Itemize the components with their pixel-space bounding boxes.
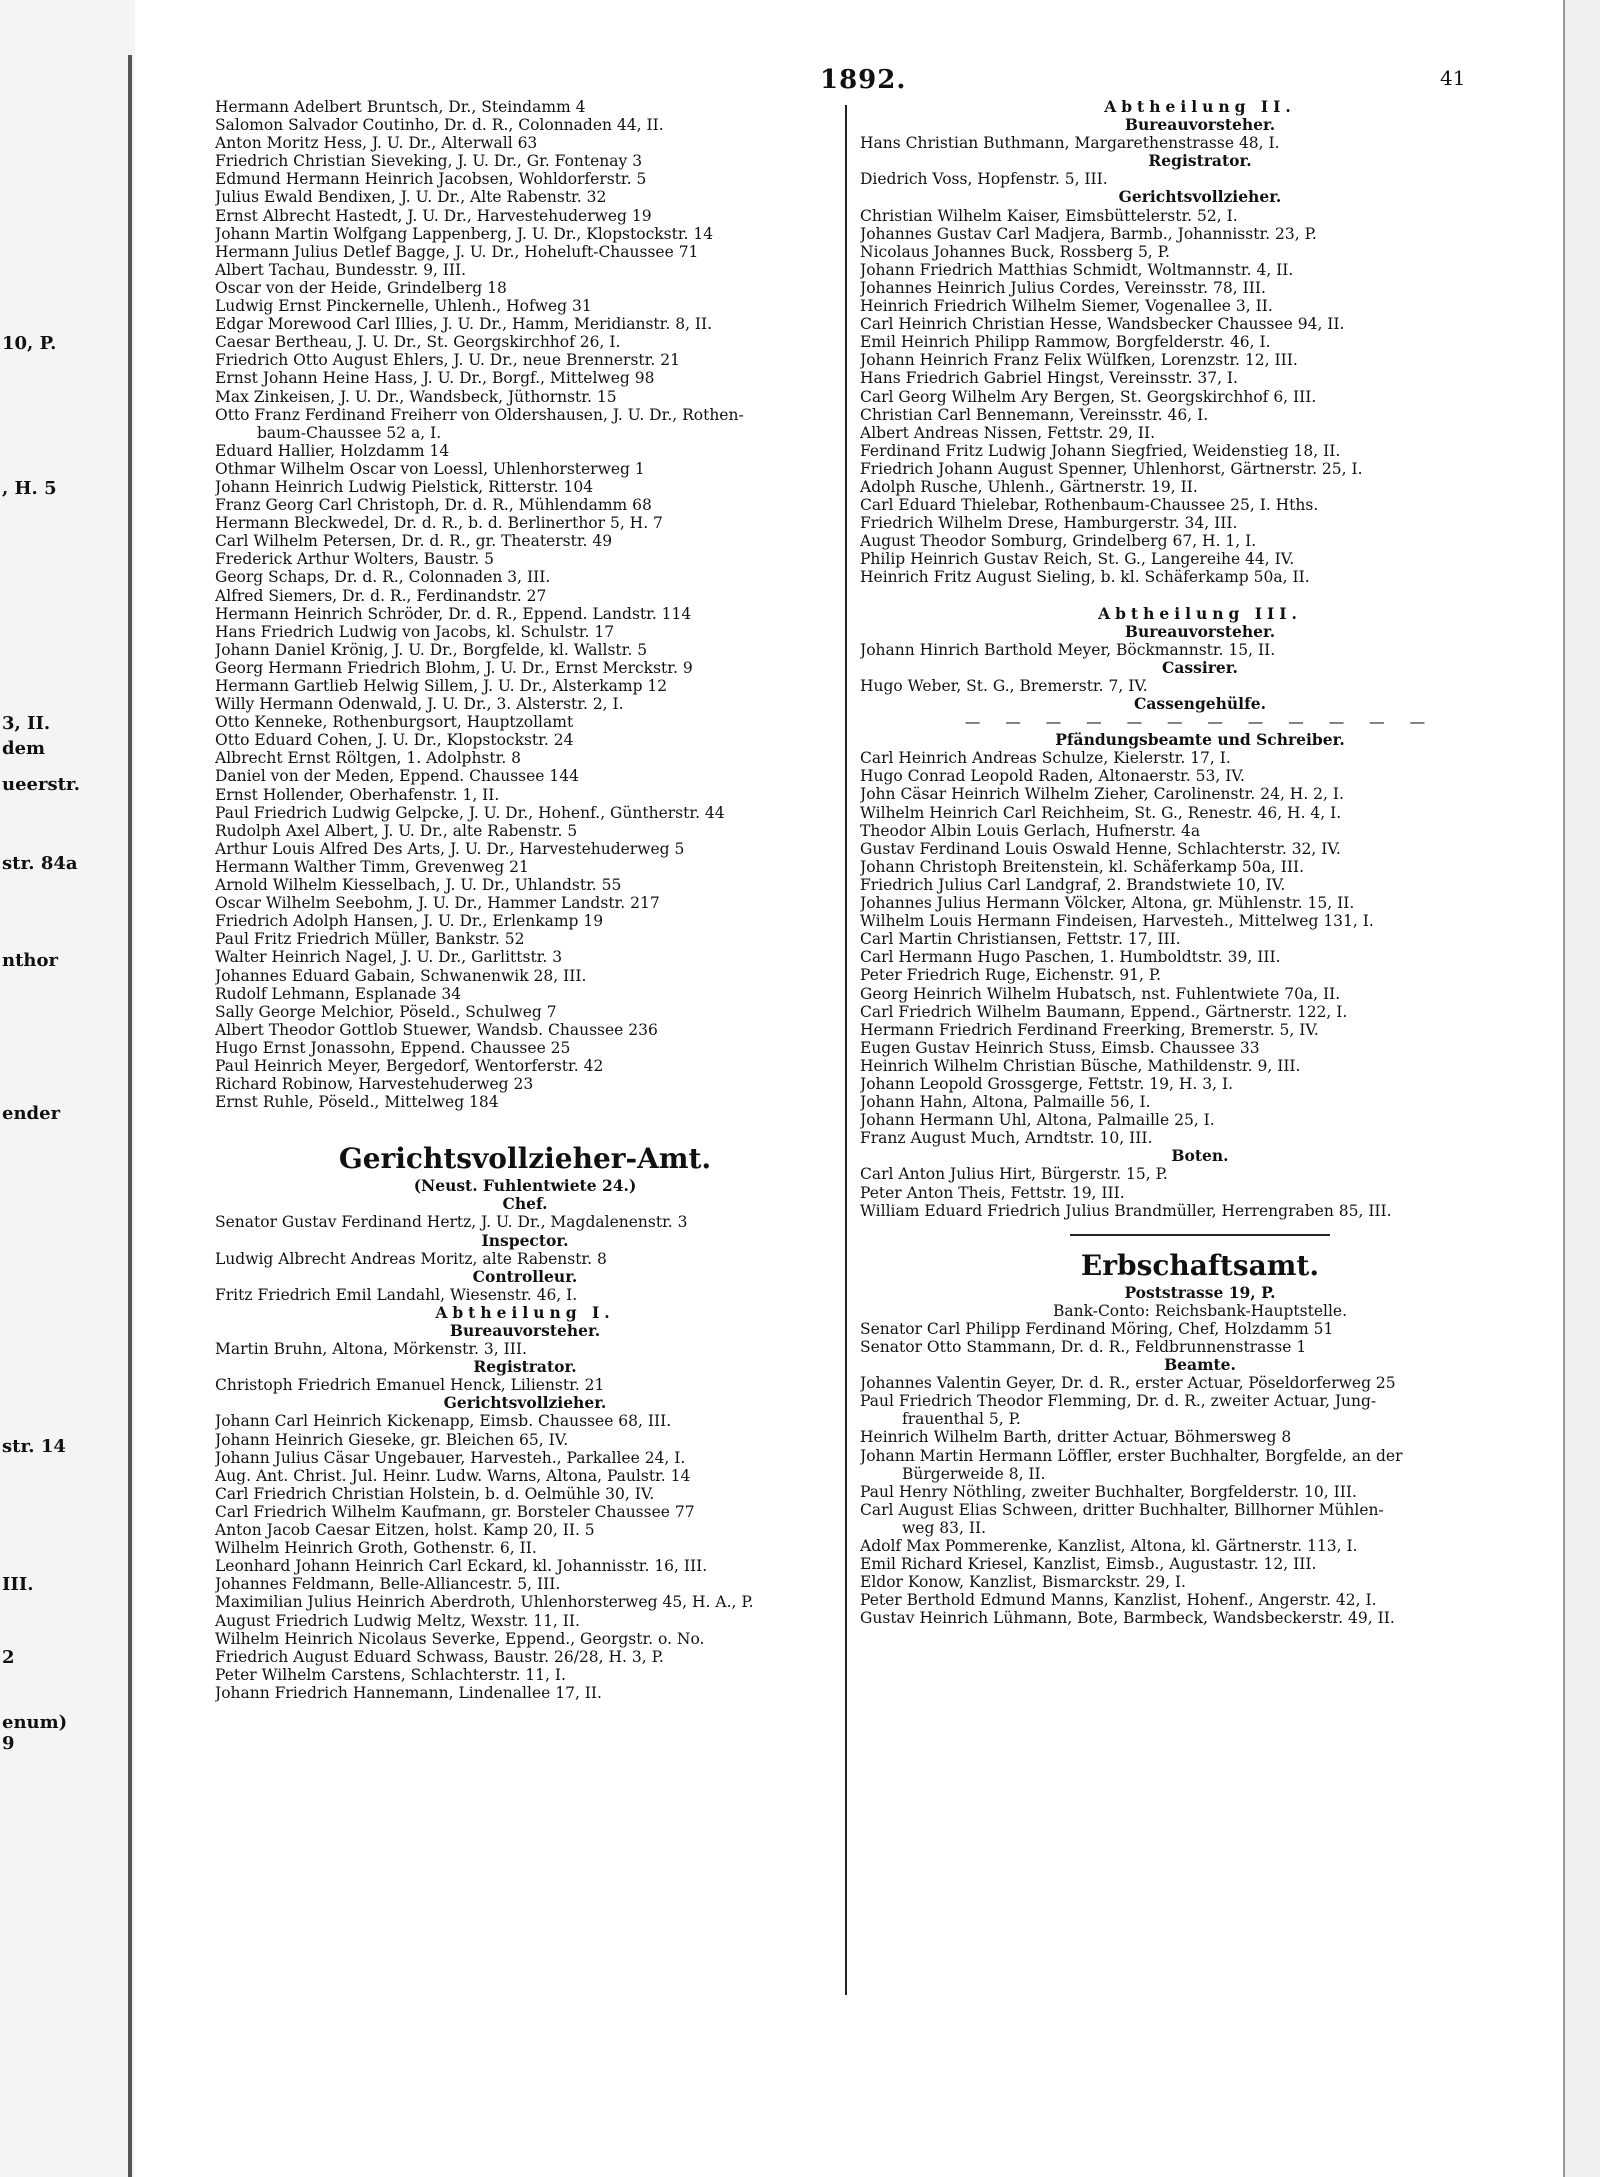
directory-entry: Arthur Louis Alfred Des Arts, J. U. Dr., Harvestehuderweg 5 <box>215 839 685 858</box>
directory-entry: Heinrich Wilhelm Christian Büsche, Mathildenstr. 9, III. <box>860 1056 1301 1075</box>
directory-entry: Carl August Elias Schween, dritter Buchhalter, Billhorner Mühlen- <box>860 1500 1384 1519</box>
section-heading: Gerichtsvollzieher. <box>1118 187 1282 207</box>
directory-entry: Otto Eduard Cohen, J. U. Dr., Klopstockstr. 24 <box>215 731 574 750</box>
directory-entry: Walter Heinrich Nagel, J. U. Dr., Garlittstr. 3 <box>215 948 563 967</box>
margin-fragment: dem <box>2 738 46 759</box>
section-heading: Pfändungsbeamte und Schreiber. <box>1055 730 1345 750</box>
directory-entry: Peter Anton Theis, Fettstr. 19, III. <box>860 1183 1125 1202</box>
directory-entry: Carl Friedrich Christian Holstein, b. d. Oelmühle 30, IV. <box>215 1484 655 1503</box>
margin-fragment: III. <box>2 1574 34 1595</box>
directory-entry: Carl Heinrich Christian Hesse, Wandsbecker Chaussee 94, II. <box>860 315 1345 334</box>
directory-entry: Peter Friedrich Ruge, Eichenstr. 91, P. <box>860 966 1162 985</box>
previous-page-fragments <box>0 0 128 2177</box>
directory-entry: Max Zinkeisen, J. U. Dr., Wandsbeck, Jüthornstr. 15 <box>215 387 617 406</box>
directory-entry: Albrecht Ernst Röltgen, 1. Adolphstr. 8 <box>215 749 522 768</box>
directory-entry: Christoph Friedrich Emanuel Henck, Lilienstr. 21 <box>215 1376 605 1395</box>
directory-entry: August Theodor Somburg, Grindelberg 67, H. 1, I. <box>860 532 1257 551</box>
directory-entry: Rudolph Axel Albert, J. U. Dr., alte Rabenstr. 5 <box>215 821 578 840</box>
margin-fragment: ender <box>2 1103 61 1124</box>
directory-entry: Willy Hermann Odenwald, J. U. Dr., 3. Alsterstr. 2, I. <box>215 695 624 714</box>
page-right-edge <box>1563 0 1600 2177</box>
directory-entry: Julius Ewald Bendixen, J. U. Dr., Alte Rabenstr. 32 <box>215 188 607 207</box>
directory-entry: Martin Bruhn, Altona, Mörkenstr. 3, III. <box>215 1340 527 1359</box>
right-column <box>860 98 1540 1628</box>
page-number: 41 <box>1440 66 1466 90</box>
directory-entry: Johann Heinrich Gieseke, gr. Bleichen 65, IV. <box>215 1430 569 1449</box>
directory-entry: Diedrich Voss, Hopfenstr. 5, III. <box>860 170 1108 189</box>
directory-entry: Otto Franz Ferdinand Freiherr von Oldershausen, J. U. Dr., Rothen- <box>215 405 744 424</box>
directory-entry: Carl Heinrich Andreas Schulze, Kielerstr. 17, I. <box>860 749 1231 768</box>
directory-entry: Friedrich August Eduard Schwass, Baustr. 26/28, H. 3, P. <box>215 1647 664 1666</box>
directory-entry: John Cäsar Heinrich Wilhelm Zieher, Carolinenstr. 24, H. 2, I. <box>860 785 1344 804</box>
directory-entry: Peter Wilhelm Carstens, Schlachterstr. 11, I. <box>215 1665 566 1684</box>
directory-entry: Peter Berthold Edmund Manns, Kanzlist, Hohenf., Angerstr. 42, I. <box>860 1591 1377 1610</box>
directory-entry: Hans Friedrich Gabriel Hingst, Vereinsstr. 37, I. <box>860 369 1238 388</box>
directory-entry-continuation: baum-Chaussee 52 a, I. <box>257 423 442 442</box>
department-heading: Abtheilung I. <box>435 1302 615 1322</box>
directory-entry: Paul Friedrich Theodor Flemming, Dr. d. R., zweiter Actuar, Jung- <box>860 1392 1377 1411</box>
directory-entry: Senator Carl Philipp Ferdinand Möring, Chef, Holzdamm 51 <box>860 1319 1334 1338</box>
directory-entry: Hans Christian Buthmann, Margarethenstrasse 48, I. <box>860 134 1280 153</box>
directory-entry: Hugo Ernst Jonassohn, Eppend. Chaussee 25 <box>215 1038 571 1057</box>
directory-entry: Johann Julius Cäsar Ungebauer, Harvesteh., Parkallee 24, I. <box>215 1448 686 1467</box>
directory-entry: Ludwig Albrecht Andreas Moritz, alte Rabenstr. 8 <box>215 1249 607 1268</box>
directory-entry: Hermann Gartlieb Helwig Sillem, J. U. Dr., Alsterkamp 12 <box>215 677 668 695</box>
directory-entry: Christian Wilhelm Kaiser, Eimsbüttelerstr. 52, I. <box>860 206 1238 225</box>
directory-entry: Salomon Salvador Coutinho, Dr. d. R., Colonnaden 44, II. <box>215 116 664 135</box>
directory-entry: Friedrich Otto August Ehlers, J. U. Dr., neue Brennerstr. 21 <box>215 351 680 370</box>
directory-entry: Ferdinand Fritz Ludwig Johann Siegfried, Weidenstieg 18, II. <box>860 441 1341 460</box>
directory-entry: Adolf Max Pommerenke, Kanzlist, Altona, kl. Gärtnerstr. 113, I. <box>860 1537 1358 1556</box>
margin-fragment: enum) <box>2 1712 68 1733</box>
directory-entry: Maximilian Julius Heinrich Aberdroth, Uhlenhorsterweg 45, H. A., P. <box>215 1593 754 1612</box>
directory-entry: Albert Tachau, Bundesstr. 9, III. <box>215 260 467 279</box>
section-heading: (Neust. Fuhlentwiete 24.) <box>413 1176 637 1196</box>
directory-entry: Eduard Hallier, Holzdamm 14 <box>215 441 450 460</box>
directory-entry: Wilhelm Heinrich Nicolaus Severke, Eppend., Georgstr. o. No. <box>215 1629 705 1648</box>
directory-entry: Heinrich Friedrich Wilhelm Siemer, Vogenallee 3, II. <box>860 297 1273 316</box>
directory-entry: Ernst Albrecht Hastedt, J. U. Dr., Harvestehuderweg 19 <box>215 206 652 225</box>
directory-entry: Johann Christoph Breitenstein, kl. Schäferkamp 50a, III. <box>860 857 1305 876</box>
directory-entry: Gustav Heinrich Lühmann, Bote, Barmbeck, Wandsbeckerstr. 49, II. <box>860 1609 1395 1628</box>
directory-entry: Johann Hinrich Barthold Meyer, Böckmannstr. 15, II. <box>860 640 1276 659</box>
vacant-placeholder: — — — — — — — — — — — — <box>964 713 1436 732</box>
directory-entry: Fritz Friedrich Emil Landahl, Wiesenstr. 46, I. <box>215 1285 578 1304</box>
directory-entry: Ludwig Ernst Pinckernelle, Uhlenh., Hofweg 31 <box>215 297 592 316</box>
section-heading: Beamte. <box>1164 1355 1236 1375</box>
section-heading: Bureauvorsteher. <box>1124 621 1276 641</box>
directory-entry: Adolph Rusche, Uhlenh., Gärtnerstr. 19, II. <box>860 477 1198 496</box>
directory-entry: Carl Friedrich Wilhelm Baumann, Eppend., Gärtnerstr. 122, I. <box>860 1002 1348 1021</box>
directory-entry: Ernst Johann Heine Hass, J. U. Dr., Borgf., Mittelweg 98 <box>215 369 655 388</box>
directory-entry: Hermann Friedrich Ferdinand Freerking, Bremerstr. 5, IV. <box>860 1020 1319 1039</box>
directory-entry: Heinrich Fritz August Sieling, b. kl. Schäferkamp 50a, II. <box>860 568 1310 587</box>
directory-entry: Carl Hermann Hugo Paschen, 1. Humboldtstr. 39, III. <box>860 948 1281 967</box>
directory-entry: Johann Friedrich Matthias Schmidt, Woltmannstr. 4, II. <box>860 260 1294 279</box>
directory-entry: Emil Heinrich Philipp Rammow, Borgfelderstr. 46, I. <box>860 333 1271 352</box>
directory-entry: Paul Heinrich Meyer, Bergedorf, Wentorferstr. 42 <box>215 1056 604 1075</box>
directory-entry: Friedrich Christian Sieveking, J. U. Dr., Gr. Fontenay 3 <box>215 152 643 171</box>
directory-entry: Friedrich Adolph Hansen, J. U. Dr., Erlenkamp 19 <box>215 912 604 931</box>
directory-entry: Caesar Bertheau, J. U. Dr., St. Georgskirchhof 26, I. <box>215 333 621 352</box>
directory-entry: Paul Friedrich Ludwig Gelpcke, J. U. Dr., Hohenf., Güntherstr. 44 <box>215 803 725 822</box>
directory-entry: Johannes Gustav Carl Madjera, Barmb., Johannisstr. 23, P. <box>860 224 1317 243</box>
section-heading: Registrator. <box>473 1357 577 1377</box>
section-title: Erbschaftsamt. <box>1080 1248 1320 1282</box>
section-rule <box>1070 1234 1330 1236</box>
directory-entry: Hermann Julius Detlef Bagge, J. U. Dr., Hoheluft-Chaussee 71 <box>215 242 699 261</box>
directory-entry: Nicolaus Johannes Buck, Rossberg 5, P. <box>860 242 1170 261</box>
directory-entry: Johann Hermann Uhl, Altona, Palmaille 25, I. <box>860 1111 1215 1130</box>
directory-entry: Sally George Melchior, Pöseld., Schulweg 7 <box>215 1002 557 1021</box>
directory-entry: Hermann Heinrich Schröder, Dr. d. R., Eppend. Landstr. 114 <box>215 604 692 623</box>
spacer <box>860 587 1540 605</box>
directory-entry: Edgar Morewood Carl Illies, J. U. Dr., Hamm, Meridianstr. 8, II. <box>215 315 713 334</box>
section-heading: Controlleur. <box>472 1266 578 1286</box>
directory-entry: Johannes Valentin Geyer, Dr. d. R., erster Actuar, Pöseldorferweg 25 <box>860 1374 1396 1393</box>
directory-entry: Paul Fritz Friedrich Müller, Bankstr. 52 <box>215 930 525 949</box>
margin-fragment: 9 <box>2 1733 15 1754</box>
margin-fragment: 10, P. <box>2 333 57 354</box>
section-heading: Boten. <box>1171 1146 1229 1166</box>
margin-fragment: str. 14 <box>2 1436 66 1457</box>
directory-entry: August Friedrich Ludwig Meltz, Wexstr. 11, II. <box>215 1611 580 1630</box>
section-heading: Registrator. <box>1148 151 1252 171</box>
directory-entry: Johann Leopold Grossgerge, Fettstr. 19, H. 3, I. <box>860 1074 1233 1093</box>
directory-entry: Franz Georg Carl Christoph, Dr. d. R., Mühlendamm 68 <box>215 496 652 515</box>
directory-entry: Hugo Conrad Leopold Raden, Altonaerstr. 53, IV. <box>860 767 1245 786</box>
directory-entry: Aug. Ant. Christ. Jul. Heinr. Ludw. Warns, Altona, Paulstr. 14 <box>215 1466 691 1485</box>
section-heading: Chef. <box>502 1194 548 1214</box>
column-divider <box>845 105 847 1995</box>
margin-fragment: 2 <box>2 1647 15 1668</box>
directory-entry: Albert Theodor Gottlob Stuewer, Wandsb. Chaussee 236 <box>215 1020 658 1039</box>
directory-entry: Georg Heinrich Wilhelm Hubatsch, nst. Fuhlentwiete 70a, II. <box>860 984 1341 1003</box>
directory-entry: Edmund Hermann Heinrich Jacobsen, Wohldorferstr. 5 <box>215 170 647 189</box>
directory-entry: Frederick Arthur Wolters, Baustr. 5 <box>215 550 494 569</box>
directory-entry: Carl Georg Wilhelm Ary Bergen, St. Georgskirchhof 6, III. <box>860 387 1317 406</box>
margin-fragment: 3, II. <box>2 713 51 734</box>
directory-entry: Johann Heinrich Franz Felix Wülfken, Lorenzstr. 12, III. <box>860 351 1298 370</box>
directory-entry: Othmar Wilhelm Oscar von Loessl, Uhlenhorsterweg 1 <box>215 459 645 478</box>
directory-entry: Hugo Weber, St. G., Bremerstr. 7, IV. <box>860 676 1148 695</box>
directory-entry: Johannes Julius Hermann Völcker, Altona, gr. Mühlenstr. 15, II. <box>860 894 1355 913</box>
directory-entry: Senator Otto Stammann, Dr. d. R., Feldbrunnenstrasse 1 <box>860 1338 1307 1356</box>
directory-entry-continuation: weg 83, II. <box>902 1518 987 1537</box>
directory-entry: Anton Moritz Hess, J. U. Dr., Alterwall 63 <box>215 134 538 153</box>
directory-entry: Eugen Gustav Heinrich Stuss, Eimsb. Chaussee 33 <box>860 1038 1260 1057</box>
department-heading: Abtheilung III. <box>1098 603 1302 623</box>
directory-entry: Leonhard Johann Heinrich Carl Eckard, kl. Johannisstr. 16, III. <box>215 1557 708 1576</box>
directory-entry: Arnold Wilhelm Kiesselbach, J. U. Dr., Uhlandstr. 55 <box>215 876 622 895</box>
section-heading: Cassirer. <box>1162 657 1238 677</box>
directory-entry: Emil Richard Kriesel, Kanzlist, Eimsb., Augustastr. 12, III. <box>860 1555 1317 1574</box>
directory-entry: Johann Martin Hermann Löffler, erster Buchhalter, Borgfelde, an der <box>860 1446 1403 1465</box>
directory-entry: Johann Daniel Krönig, J. U. Dr., Borgfelde, kl. Wallstr. 5 <box>215 640 648 659</box>
directory-entry: Wilhelm Heinrich Carl Reichheim, St. G., Renestr. 46, H. 4, I. <box>860 803 1342 822</box>
directory-entry: Johannes Heinrich Julius Cordes, Vereinsstr. 78, III. <box>860 278 1266 297</box>
section-heading: Bureauvorsteher. <box>449 1321 601 1340</box>
section-heading: Cassengehülfe. <box>1133 694 1266 713</box>
directory-entry: Ernst Hollender, Oberhafenstr. 1, II. <box>215 785 500 804</box>
directory-entry: Heinrich Wilhelm Barth, dritter Actuar, Böhmersweg 8 <box>860 1428 1292 1447</box>
directory-entry: Carl Wilhelm Petersen, Dr. d. R., gr. Theaterstr. 49 <box>215 532 613 551</box>
directory-entry: William Eduard Friedrich Julius Brandmüller, Herrengraben 85, III. <box>860 1201 1392 1220</box>
directory-entry: Johann Martin Wolfgang Lappenberg, J. U. Dr., Klopstockstr. 14 <box>215 224 714 243</box>
directory-entry: Richard Robinow, Harvestehuderweg 23 <box>215 1075 534 1094</box>
directory-entry: Daniel von der Meden, Eppend. Chaussee 144 <box>215 767 579 786</box>
section-heading: Poststrasse 19, P. <box>1124 1282 1276 1302</box>
directory-entry: Johann Friedrich Hannemann, Lindenallee 17, II. <box>215 1683 602 1702</box>
margin-fragment: nthor <box>2 950 58 971</box>
margin-fragment: , H. 5 <box>2 478 57 499</box>
department-heading: Abtheilung II. <box>1104 97 1296 116</box>
directory-entry: Johannes Eduard Gabain, Schwanenwik 28, III. <box>215 966 587 985</box>
directory-entry: Hermann Bleckwedel, Dr. d. R., b. d. Berlinerthor 5, H. 7 <box>215 514 663 533</box>
directory-entry: Rudolf Lehmann, Esplanade 34 <box>215 984 462 1003</box>
directory-entry: Friedrich Julius Carl Landgraf, 2. Brandstwiete 10, IV. <box>860 875 1286 894</box>
directory-entry: Otto Kenneke, Rothenburgsort, Hauptzollamt <box>215 713 574 732</box>
directory-entry: Georg Schaps, Dr. d. R., Colonnaden 3, III. <box>215 568 551 587</box>
directory-entry: Ernst Ruhle, Pöseld., Mittelweg 184 <box>215 1093 499 1112</box>
directory-entry-continuation: Bürgerweide 8, II. <box>902 1464 1046 1483</box>
spacer <box>215 1111 835 1129</box>
section-heading: Gerichtsvollzieher. <box>443 1393 607 1413</box>
directory-entry: Carl Martin Christiansen, Fettstr. 17, III. <box>860 930 1181 949</box>
section-note: Bank-Conto: Reichsbank-Hauptstelle. <box>1052 1301 1348 1320</box>
directory-entry: Albert Andreas Nissen, Fettstr. 29, II. <box>860 423 1156 442</box>
margin-fragment: ueerstr. <box>2 774 81 795</box>
directory-entry: Hermann Adelbert Bruntsch, Dr., Steindamm 4 <box>215 98 586 116</box>
directory-entry: Christian Carl Bennemann, Vereinsstr. 46, I. <box>860 405 1209 424</box>
directory-entry: Johann Carl Heinrich Kickenapp, Eimsb. Chaussee 68, III. <box>215 1412 672 1431</box>
margin-fragment: str. 84a <box>2 853 78 874</box>
directory-entry: Carl Anton Julius Hirt, Bürgerstr. 15, P. <box>860 1165 1168 1184</box>
directory-entry: Wilhelm Louis Hermann Findeisen, Harvesteh., Mittelweg 131, I. <box>860 912 1374 931</box>
directory-entry: Johann Hahn, Altona, Palmaille 56, I. <box>860 1093 1151 1112</box>
section-title: Gerichtsvollzieher-Amt. <box>338 1142 712 1176</box>
directory-entry: Friedrich Wilhelm Drese, Hamburgerstr. 34, III. <box>860 514 1238 533</box>
directory-entry: Wilhelm Heinrich Groth, Gothenstr. 6, II. <box>215 1539 537 1558</box>
directory-entry: Theodor Albin Louis Gerlach, Hufnerstr. 4a <box>860 821 1201 840</box>
directory-entry: Johann Heinrich Ludwig Pielstick, Ritterstr. 104 <box>215 477 594 496</box>
directory-entry: Hans Friedrich Ludwig von Jacobs, kl. Schulstr. 17 <box>215 622 615 641</box>
directory-entry: Alfred Siemers, Dr. d. R., Ferdinandstr. 27 <box>215 586 547 605</box>
left-column <box>215 98 835 1702</box>
directory-entry: Hermann Walther Timm, Grevenweg 21 <box>215 857 529 876</box>
directory-entry: Carl Friedrich Wilhelm Kaufmann, gr. Borsteler Chaussee 77 <box>215 1502 695 1521</box>
directory-entry: Franz August Much, Arndtstr. 10, III. <box>860 1129 1153 1148</box>
directory-entry: Georg Hermann Friedrich Blohm, J. U. Dr., Ernst Merckstr. 9 <box>215 658 693 677</box>
directory-entry: Eldor Konow, Kanzlist, Bismarckstr. 29, I. <box>860 1573 1186 1592</box>
directory-entry-continuation: frauenthal 5, P. <box>902 1410 1021 1429</box>
directory-entry: Oscar von der Heide, Grindelberg 18 <box>215 278 507 297</box>
section-heading: Inspector. <box>481 1230 569 1250</box>
directory-entry: Philip Heinrich Gustav Reich, St. G., Langereihe 44, IV. <box>860 550 1295 569</box>
directory-entry: Oscar Wilhelm Seebohm, J. U. Dr., Hammer Landstr. 217 <box>215 894 660 913</box>
directory-entry: Carl Eduard Thielebar, Rothenbaum-Chaussee 25, I. Hths. <box>860 496 1319 515</box>
directory-entry: Gustav Ferdinand Louis Oswald Henne, Schlachterstr. 32, IV. <box>860 839 1341 858</box>
page-fold-line <box>128 55 132 2177</box>
directory-entry: Senator Gustav Ferdinand Hertz, J. U. Dr., Magdalenenstr. 3 <box>215 1213 688 1232</box>
directory-entry: Paul Henry Nöthling, zweiter Buchhalter, Borgfelderstr. 10, III. <box>860 1482 1357 1501</box>
page-year: 1892. <box>820 65 907 95</box>
directory-entry: Anton Jacob Caesar Eitzen, holst. Kamp 20, II. 5 <box>215 1521 595 1540</box>
directory-entry: Friedrich Johann August Spenner, Uhlenhorst, Gärtnerstr. 25, I. <box>860 459 1363 478</box>
directory-entry: Johannes Feldmann, Belle-Alliancestr. 5, III. <box>215 1575 561 1594</box>
section-heading: Bureauvorsteher. <box>1124 115 1276 135</box>
